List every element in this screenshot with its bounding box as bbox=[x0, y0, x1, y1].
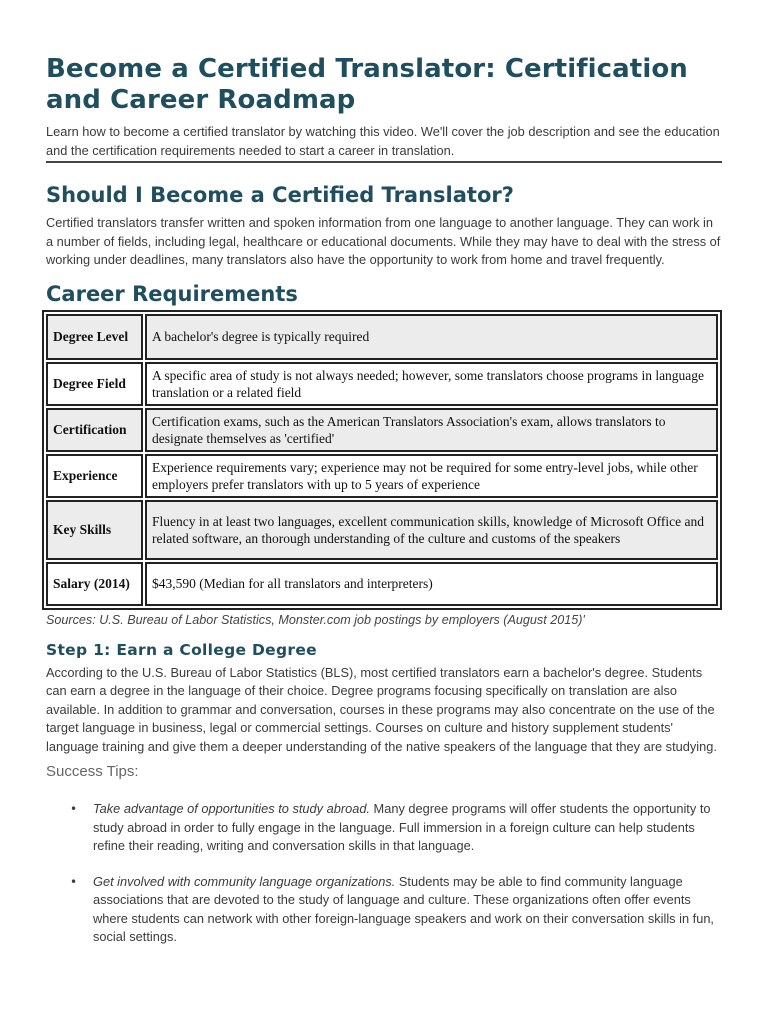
row-label: Degree Level bbox=[46, 314, 143, 360]
list-item bbox=[46, 800, 722, 856]
section-paragraph-should-i: Certified translators transfer written and spoken information from one language to another language. They can work in a number of fields, including legal, healthcare or educational documents. While they may have to deal with the stress of working under deadlines, many translators also have the opportunity to work from home and travel frequently. bbox=[46, 215, 721, 267]
row-value: A bachelor's degree is typically required bbox=[145, 314, 718, 360]
section-heading-should-i: Should I Become a Certified Translator? bbox=[46, 183, 514, 207]
step1-heading: Step 1: Earn a College Degree bbox=[46, 640, 317, 659]
table-sources-note: Sources: U.S. Bureau of Labor Statistics, Monster.com job postings by employers (August 2015)' bbox=[46, 612, 585, 627]
row-label: Experience bbox=[46, 454, 143, 498]
intro-paragraph: Learn how to become a certified translator by watching this video. We'll cover the job description and see the education and the certification requirements needed to start a career in translation. bbox=[46, 123, 722, 163]
row-value: A specific area of study is not always needed; however, some translators choose programs in language translation or a related field bbox=[145, 362, 718, 406]
row-label: Salary (2014) bbox=[46, 562, 143, 606]
row-value: Fluency in at least two languages, excellent communication skills, knowledge of Microsoft Office and related software, an thorough understanding of the culture and customs of the speakers bbox=[145, 500, 718, 560]
table-row bbox=[46, 454, 718, 498]
page-title: Become a Certified Translator: Certification and Career Roadmap bbox=[46, 54, 688, 115]
table-row bbox=[46, 408, 718, 452]
career-requirements-table bbox=[42, 310, 722, 610]
section-heading-career-requirements: Career Requirements bbox=[46, 281, 298, 306]
tip-lead: Take advantage of opportunities to study abroad. bbox=[93, 801, 370, 816]
table-row bbox=[46, 362, 718, 406]
table-row bbox=[46, 500, 718, 560]
row-label: Degree Field bbox=[46, 362, 143, 406]
table-row bbox=[46, 562, 718, 606]
row-label: Key Skills bbox=[46, 500, 143, 560]
row-label: Certification bbox=[46, 408, 143, 452]
bullet-icon: • bbox=[70, 874, 78, 889]
document-page bbox=[46, 54, 722, 947]
row-value: $43,590 (Median for all translators and interpreters) bbox=[145, 562, 718, 606]
row-value: Certification exams, such as the American Translators Association's exam, allows translators to designate themselves as 'certified' bbox=[145, 408, 718, 452]
step1-paragraph: According to the U.S. Bureau of Labor Statistics (BLS), most certified translators earn a bachelor's degree. Students can earn a degree in the language of their choice. Degree programs focusing specifically on translation are also available. In addition to grammar and conversation, courses in these programs may also concentrate on the use of the target language in business, legal or commercial settings. Courses on culture and history supplement students' language training and give them a deeper understanding of the native speakers of the language that they are studying. bbox=[46, 664, 717, 754]
tip-text: Students may be able to find community language associations that are devoted to the study of language and culture. These organizations often offer events where students can network with other foreign-language speakers and work on their conversation skills in fun, social settings. bbox=[93, 873, 714, 944]
bullet-icon: • bbox=[70, 802, 78, 816]
success-tips-heading: Success Tips: bbox=[46, 763, 139, 780]
success-tips-list bbox=[46, 800, 722, 947]
list-item bbox=[46, 873, 722, 947]
tip-lead: Get involved with community language organizations. bbox=[93, 873, 396, 889]
tip-text: Many degree programs will offer students the opportunity to study abroad in order to fully engage in the language. Full immersion in a foreign culture can help students refine their reading, writing and conversation skills in that language. bbox=[93, 801, 711, 853]
row-value: Experience requirements vary; experience may not be required for some entry-level jobs, while other employers prefer translators with up to 5 years of experience bbox=[145, 454, 718, 498]
table-row bbox=[46, 314, 718, 360]
